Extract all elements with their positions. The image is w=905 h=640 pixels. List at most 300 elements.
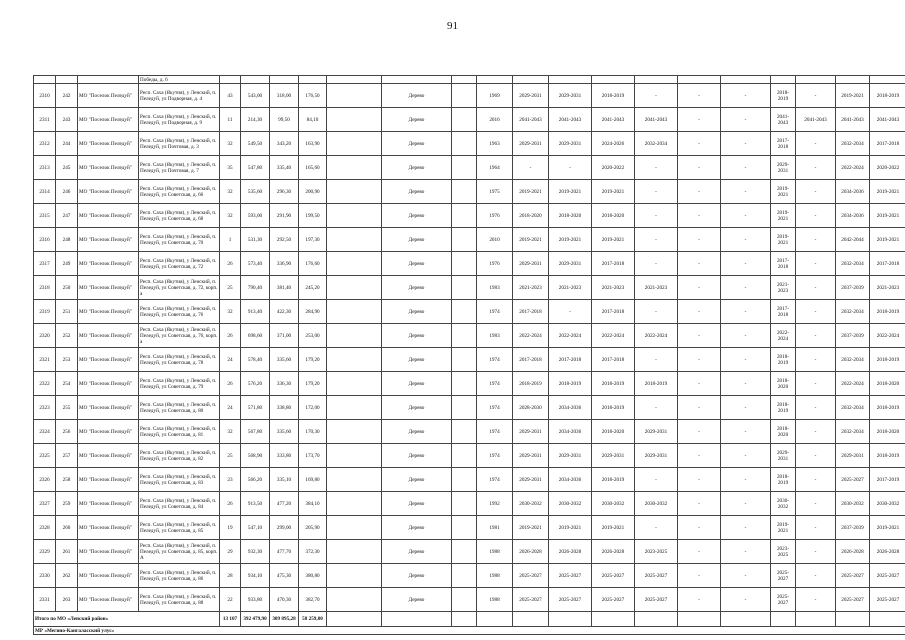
cell-p9: 2037-2039 — [836, 324, 870, 348]
cell-p9: 2037-2039 — [836, 276, 870, 300]
cell-p5: - — [678, 324, 721, 348]
cell-c4: 199,50 — [299, 204, 327, 228]
cell-p3: 2029-2031 — [592, 444, 635, 468]
cell-addr: Респ. Саха (Якутия), у Ленский, п. Пеледуй, ул Советская, д. 72, корп. а — [139, 276, 220, 300]
cell-year: 1974 — [477, 420, 513, 444]
cell-p1: 2019-2021 — [513, 516, 549, 540]
cell-p6: - — [721, 372, 771, 396]
cell-mo: МО "Поселок Пеледуй" — [78, 252, 139, 276]
empty-cell — [635, 612, 678, 627]
cell-c1: 26 — [220, 372, 241, 396]
cell-addr: Респ. Саха (Якутия), у Ленский, п. Пеледуй, ул Советская, д. 79 — [139, 372, 220, 396]
cell-c3: 343,20 — [270, 132, 299, 156]
cell-p6: - — [721, 300, 771, 324]
cell-p1: 2022-2024 — [513, 324, 549, 348]
cell-p9: 2032-2034 — [836, 132, 870, 156]
empty-cell — [771, 612, 796, 627]
cell-c4: 176,60 — [299, 252, 327, 276]
cell-p5: - — [678, 492, 721, 516]
empty-cell — [452, 348, 477, 372]
cell-c2: 578,40 — [241, 348, 270, 372]
table-row — [34, 348, 905, 372]
cell-c3: 296,30 — [270, 180, 299, 204]
total-c3: 309 895,28 — [270, 612, 299, 627]
table-row — [34, 108, 905, 132]
cell-p9: 2041-2043 — [836, 108, 870, 132]
cell-p10: 2025-2027 — [870, 564, 905, 588]
cell-p8: - — [796, 492, 836, 516]
cell-p8: - — [796, 156, 836, 180]
cell-c3: 381,40 — [270, 276, 299, 300]
cell-p10: 2017-2019 — [870, 468, 905, 492]
cell-p10: 2018-2019 — [870, 444, 905, 468]
cell-c3: 336,90 — [270, 252, 299, 276]
cell-id: 247 — [56, 204, 78, 228]
cell-p6: - — [721, 492, 771, 516]
cell-c4: 253,00 — [299, 324, 327, 348]
cell-year: 1975 — [477, 180, 513, 204]
empty-cell — [452, 324, 477, 348]
empty-cell — [452, 180, 477, 204]
cell-mat: Дерево — [382, 252, 452, 276]
cell-c1: 11 — [220, 108, 241, 132]
empty-cell — [452, 492, 477, 516]
cell-p2: 2041-2043 — [549, 108, 592, 132]
cell-p3: 2022-2024 — [592, 324, 635, 348]
cell-p8: - — [796, 396, 836, 420]
cell-year: 1969 — [477, 84, 513, 108]
table-row — [34, 156, 905, 180]
cell-p10: 2018-2020 — [870, 420, 905, 444]
table-row — [34, 516, 905, 540]
cell-p6: - — [721, 84, 771, 108]
cell-p4: 2041-2043 — [635, 108, 678, 132]
cell-c3: 99,50 — [270, 108, 299, 132]
cell-c3: 292,50 — [270, 228, 299, 252]
table-row — [34, 540, 905, 564]
cell-p4: 2025-2027 — [635, 588, 678, 612]
empty-cell — [513, 612, 549, 627]
empty-cell — [452, 420, 477, 444]
cell-p6: - — [721, 276, 771, 300]
cell-c1: 24 — [220, 348, 241, 372]
cell-p2: 2029-2031 — [549, 132, 592, 156]
empty-cell — [796, 612, 836, 627]
cell-mo: МО "Поселок Пеледуй" — [78, 300, 139, 324]
cell-addr: Респ. Саха (Якутия), у Ленский, п. Пеледуй, ул Советская, д. 84 — [139, 492, 220, 516]
cell-p2: 2025-2027 — [549, 564, 592, 588]
empty-cell — [452, 372, 477, 396]
cell-mat: Дерево — [382, 396, 452, 420]
cell-p1: - — [513, 156, 549, 180]
cell-c2: 933,80 — [241, 588, 270, 612]
cell-mo: МО "Поселок Пеледуй" — [78, 108, 139, 132]
cell-p2: 2017-2018 — [549, 348, 592, 372]
cell-p10: 2019-2021 — [870, 204, 905, 228]
table-row — [34, 228, 905, 252]
table-row — [34, 372, 905, 396]
cell-n: 2315 — [34, 204, 56, 228]
cell-p5: - — [678, 132, 721, 156]
cell-n: 2316 — [34, 228, 56, 252]
cell-p5: - — [678, 372, 721, 396]
table-row — [34, 84, 905, 108]
cell-p1: 2030-2032 — [513, 492, 549, 516]
cell-c2: 549,50 — [241, 132, 270, 156]
cell-c1: 35 — [220, 156, 241, 180]
cell-p4: 2025-2027 — [635, 564, 678, 588]
cell-id: 256 — [56, 420, 78, 444]
cell-c1: 24 — [220, 396, 241, 420]
cell-p7: 2018-2019 — [771, 348, 796, 372]
empty-cell — [327, 324, 382, 348]
cell-p10: 2019-2021 — [870, 180, 905, 204]
cell-c4: 380,80 — [299, 564, 327, 588]
empty-cell — [721, 612, 771, 627]
total-c1: 13 107 — [220, 612, 241, 627]
cell-p1: 2029-2031 — [513, 444, 549, 468]
cell-n: 2324 — [34, 420, 56, 444]
empty-cell — [327, 516, 382, 540]
cell-p8: - — [796, 420, 836, 444]
cell-c2: 547,10 — [241, 516, 270, 540]
cell-p8: - — [796, 444, 836, 468]
cell-addr: Респ. Саха (Якутия), у Ленский, п. Пеледуй, ул Подворная, д. 9 — [139, 108, 220, 132]
cell-p8: - — [796, 132, 836, 156]
cell-year: 1974 — [477, 372, 513, 396]
table-row — [34, 300, 905, 324]
cell-id: 252 — [56, 324, 78, 348]
cell-p6: - — [721, 204, 771, 228]
cell-p7: 2019-2021 — [771, 516, 796, 540]
cell-p2: - — [549, 300, 592, 324]
cell-c4: 284,90 — [299, 300, 327, 324]
cell-p7: 2018-2020 — [771, 420, 796, 444]
empty-cell — [452, 252, 477, 276]
cell-p7: 2018-2019 — [771, 84, 796, 108]
cell-mo: МО "Поселок Пеледуй" — [78, 516, 139, 540]
cell-p5: - — [678, 204, 721, 228]
empty-cell — [452, 204, 477, 228]
cell-id: 260 — [56, 516, 78, 540]
cell-p3: 2030-2032 — [592, 492, 635, 516]
cell-mo: МО "Поселок Пеледуй" — [78, 180, 139, 204]
cell-p4: 2021-2023 — [635, 276, 678, 300]
cell-p10: 2017-2018 — [870, 252, 905, 276]
empty-cell — [327, 252, 382, 276]
cell-mat: Дерево — [382, 108, 452, 132]
cell-p2: 2034-2036 — [549, 468, 592, 492]
table-row — [34, 588, 905, 612]
cell-p9: 2032-2034 — [836, 396, 870, 420]
empty-cell — [327, 468, 382, 492]
empty-cell — [327, 372, 382, 396]
cell-mo: МО "Поселок Пеледуй" — [78, 492, 139, 516]
cell-mat: Дерево — [382, 540, 452, 564]
cell-c2: 571,80 — [241, 396, 270, 420]
cell-p7: 2023-2025 — [771, 540, 796, 564]
cell-p4: 2022-2024 — [635, 324, 678, 348]
cell-addr: Респ. Саха (Якутия), у Ленский, п. Пеледуй, ул Советская, д. 66 — [139, 180, 220, 204]
cell-p1: 2029-2031 — [513, 420, 549, 444]
cell-c3: 299,00 — [270, 516, 299, 540]
cell-id: 258 — [56, 468, 78, 492]
cell-p1: 2019-2021 — [513, 180, 549, 204]
cell-mo: МО "Поселок Пеледуй" — [78, 348, 139, 372]
cell-p8: - — [796, 84, 836, 108]
cell-p1: 2029-2031 — [513, 252, 549, 276]
cell-id: 262 — [56, 564, 78, 588]
cell-p7: 2017-2018 — [771, 252, 796, 276]
cell-p7: 2029-2031 — [771, 444, 796, 468]
cell-p5: - — [678, 564, 721, 588]
cell-p1: 2018-2019 — [513, 372, 549, 396]
cell-p2: 2034-2036 — [549, 396, 592, 420]
cell-c2: 913,40 — [241, 300, 270, 324]
empty-cell — [327, 84, 382, 108]
empty-cell — [592, 612, 635, 627]
total-label: Итого по МО «Ленский район» — [34, 612, 220, 627]
cell-id: 257 — [56, 444, 78, 468]
cell-p3: 2019-2021 — [592, 180, 635, 204]
empty-cell — [452, 444, 477, 468]
cell-mo: МО "Поселок Пеледуй" — [78, 84, 139, 108]
cell-p10: 2018-2020 — [870, 372, 905, 396]
cell-addr: Респ. Саха (Якутия), у Ленский, п. Пеледуй, ул Почтовая, д. 7 — [139, 156, 220, 180]
cell-p3: 2025-2027 — [592, 564, 635, 588]
cell-mo: МО "Поселок Пеледуй" — [78, 564, 139, 588]
cell-mat: Дерево — [382, 84, 452, 108]
cell-p6: - — [721, 132, 771, 156]
cell-c1: 23 — [220, 468, 241, 492]
cell-p7: 2018-2019 — [771, 468, 796, 492]
cell-p10: 2018-2019 — [870, 84, 905, 108]
cell-c1: 32 — [220, 204, 241, 228]
cell-p7: 2021-2023 — [771, 276, 796, 300]
cell-c3: 422,30 — [270, 300, 299, 324]
empty-cell — [327, 108, 382, 132]
cell-c2: 698,60 — [241, 324, 270, 348]
empty-cell — [452, 156, 477, 180]
cell-c3: 291,90 — [270, 204, 299, 228]
cell-p10: 2019-2021 — [870, 516, 905, 540]
cell-p7: 2018-2019 — [771, 396, 796, 420]
cell-mat: Дерево — [382, 228, 452, 252]
cell-addr: Респ. Саха (Якутия), у Ленский, п. Пеледуй, ул Советская, д. 78 — [139, 348, 220, 372]
cell-mo: МО "Поселок Пеледуй" — [78, 588, 139, 612]
cell-p5: - — [678, 276, 721, 300]
empty-cell — [452, 588, 477, 612]
cell-n: 2322 — [34, 372, 56, 396]
cell-c2: 567,80 — [241, 420, 270, 444]
empty-cell — [452, 276, 477, 300]
cell-p4: 2023-2025 — [635, 540, 678, 564]
cell-p8: - — [796, 348, 836, 372]
cell-p9: 2034-2036 — [836, 204, 870, 228]
cell-p2: 2029-2031 — [549, 84, 592, 108]
cell-p2: - — [549, 156, 592, 180]
empty-cell — [327, 396, 382, 420]
cell-n: 2313 — [34, 156, 56, 180]
table-row — [34, 564, 905, 588]
cell-year: 1981 — [477, 516, 513, 540]
cell-p7: 2030-2032 — [771, 492, 796, 516]
cell-c4: 179,20 — [299, 348, 327, 372]
cell-p10: 2018-2019 — [870, 396, 905, 420]
cell-mat: Дерево — [382, 156, 452, 180]
cell-n: 2319 — [34, 300, 56, 324]
cell-p8: - — [796, 276, 836, 300]
cell-p5: - — [678, 84, 721, 108]
cell-p4: 2029-2031 — [635, 420, 678, 444]
cell-year: 1976 — [477, 252, 513, 276]
cell-addr: Респ. Саха (Якутия), у Ленский, п. Пеледуй, ул Подворная, д. 4 — [139, 84, 220, 108]
cell-p9: 2025-2027 — [836, 588, 870, 612]
cell-year: 1976 — [477, 204, 513, 228]
cell-p6: - — [721, 516, 771, 540]
cell-p3: 2024-2026 — [592, 132, 635, 156]
cell-p6: - — [721, 564, 771, 588]
cell-id: 246 — [56, 180, 78, 204]
cell-p4: - — [635, 348, 678, 372]
cell-p3: 2041-2043 — [592, 108, 635, 132]
cell-mat: Дерево — [382, 372, 452, 396]
cell-n: 2320 — [34, 324, 56, 348]
empty-cell — [452, 564, 477, 588]
table-row — [34, 492, 905, 516]
cell-addr: Респ. Саха (Якутия), у Ленский, п. Пеледуй, ул Советская, д. 85, корп. А — [139, 540, 220, 564]
cell-mat: Дерево — [382, 468, 452, 492]
cell-mat: Дерево — [382, 324, 452, 348]
cell-p9: 2032-2034 — [836, 252, 870, 276]
cell-c1: 25 — [220, 444, 241, 468]
empty-cell — [327, 588, 382, 612]
cell-p6: - — [721, 108, 771, 132]
empty-cell — [327, 612, 382, 627]
cell-c2: 568,90 — [241, 444, 270, 468]
cell-p6: - — [721, 468, 771, 492]
empty-cell — [327, 564, 382, 588]
cell-p1: 2029-2031 — [513, 84, 549, 108]
cell-p6: - — [721, 588, 771, 612]
cell-p9: 2032-2034 — [836, 300, 870, 324]
cell-year: 1974 — [477, 444, 513, 468]
cell-p2: 2022-2024 — [549, 324, 592, 348]
cell-p8: 2041-2043 — [796, 108, 836, 132]
cell-c4: 384,10 — [299, 492, 327, 516]
cell-p7: 2025-2027 — [771, 588, 796, 612]
cell-p6: - — [721, 252, 771, 276]
page-number: 91 — [447, 20, 458, 32]
cell-p4: - — [635, 516, 678, 540]
empty-cell — [327, 156, 382, 180]
empty-cell — [452, 612, 477, 627]
cell-c3: 336,30 — [270, 372, 299, 396]
cell-id: 245 — [56, 156, 78, 180]
empty-cell — [327, 540, 382, 564]
empty-cell — [327, 204, 382, 228]
cell-c1: 29 — [220, 540, 241, 564]
cell-p3: 2025-2027 — [592, 588, 635, 612]
table-row — [34, 420, 905, 444]
cell-p2: 2034-2036 — [549, 420, 592, 444]
cell-c2: 576,20 — [241, 372, 270, 396]
cell-mat: Дерево — [382, 348, 452, 372]
cell-c1: 26 — [220, 324, 241, 348]
cell-addr: Респ. Саха (Якутия), у Ленский, п. Пеледуй, ул Советская, д. 76, корп. а — [139, 324, 220, 348]
cell-c4: 205,90 — [299, 516, 327, 540]
cell-c4: 176,50 — [299, 84, 327, 108]
cell-p10: 2025-2027 — [870, 588, 905, 612]
table-row — [34, 132, 905, 156]
cell-p9: 2022-2024 — [836, 156, 870, 180]
cell-p1: 2019-2021 — [513, 228, 549, 252]
cell-year: 1988 — [477, 540, 513, 564]
cell-p4: 2029-2031 — [635, 444, 678, 468]
cell-p3: 2019-2021 — [592, 228, 635, 252]
cell-p6: - — [721, 540, 771, 564]
address-cell: Победы, д. 6 — [139, 76, 220, 84]
cell-p1: 2025-2027 — [513, 588, 549, 612]
cell-p8: - — [796, 516, 836, 540]
cell-year: 2016 — [477, 108, 513, 132]
cell-p1: 2029-2031 — [513, 132, 549, 156]
housing-table — [33, 75, 905, 635]
empty-cell — [452, 108, 477, 132]
cell-n: 2317 — [34, 252, 56, 276]
cell-year: 1992 — [477, 492, 513, 516]
cell-year: 1988 — [477, 564, 513, 588]
cell-addr: Респ. Саха (Якутия), у Ленский, п. Пеледуй, ул Советская, д. 76 — [139, 300, 220, 324]
cell-id: 243 — [56, 108, 78, 132]
cell-id: 242 — [56, 84, 78, 108]
cell-p4: - — [635, 252, 678, 276]
cell-addr: Респ. Саха (Якутия), у Ленский, п. Пеледуй, ул Советская, д. 70 — [139, 228, 220, 252]
cell-c1: 25 — [220, 276, 241, 300]
cell-n: 2318 — [34, 276, 56, 300]
empty-cell — [327, 228, 382, 252]
cell-mo: МО "Поселок Пеледуй" — [78, 156, 139, 180]
cell-addr: Респ. Саха (Якутия), у Ленский, п. Пеледуй, ул Советская, д. 85 — [139, 516, 220, 540]
cell-n: 2310 — [34, 84, 56, 108]
cell-p8: - — [796, 540, 836, 564]
cell-mo: МО "Поселок Пеледуй" — [78, 420, 139, 444]
cell-p4: - — [635, 84, 678, 108]
cell-p7: 2025-2027 — [771, 564, 796, 588]
cell-p4: 2032-2034 — [635, 132, 678, 156]
cell-year: 1974 — [477, 348, 513, 372]
cell-addr: Респ. Саха (Якутия), у Ленский, п. Пеледуй, ул Советская, д. 86 — [139, 564, 220, 588]
cell-p6: - — [721, 348, 771, 372]
cell-p9: 2032-2034 — [836, 420, 870, 444]
cell-year: 1983 — [477, 276, 513, 300]
cell-c1: 32 — [220, 180, 241, 204]
cell-p5: - — [678, 468, 721, 492]
cell-p3: 2020-2022 — [592, 156, 635, 180]
empty-cell — [327, 276, 382, 300]
empty-cell — [452, 540, 477, 564]
cell-p3: 2018-2019 — [592, 468, 635, 492]
cell-year: 1974 — [477, 300, 513, 324]
cell-p2: 2025-2027 — [549, 588, 592, 612]
cell-c3: 335,10 — [270, 468, 299, 492]
cell-p8: - — [796, 252, 836, 276]
cell-p7: 2041-2043 — [771, 108, 796, 132]
empty-cell — [452, 228, 477, 252]
total-c2: 392 479,90 — [241, 612, 270, 627]
cell-p7: 2022-2024 — [771, 324, 796, 348]
cell-mo: МО "Поселок Пеледуй" — [78, 444, 139, 468]
